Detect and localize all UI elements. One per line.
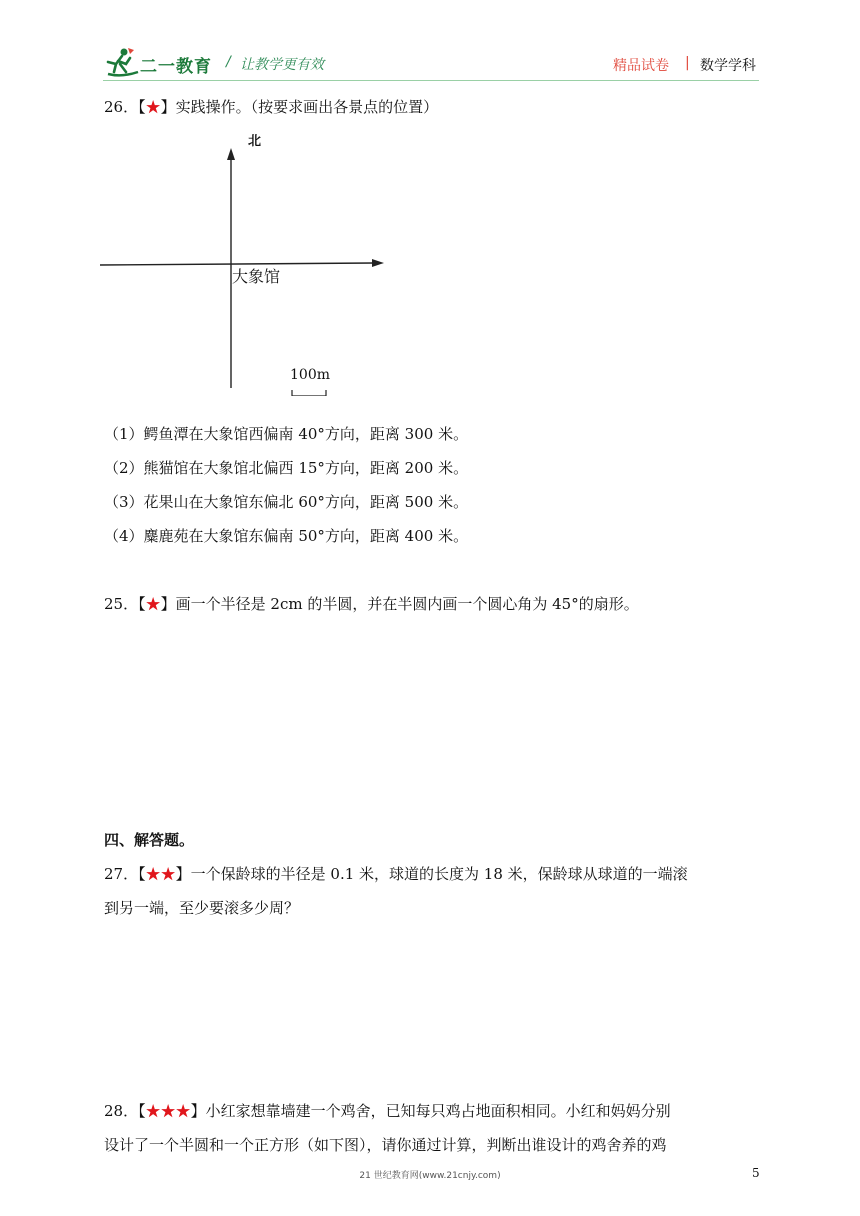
- header-separator: |: [685, 55, 690, 71]
- brand-name: 二一教育: [140, 57, 212, 77]
- brand-slogan: 让教学更有效: [240, 57, 324, 73]
- header-slash: /: [226, 54, 231, 70]
- q27-stars: ★★: [145, 865, 176, 883]
- header-tag: 精品试卷: [613, 58, 669, 74]
- q25-number: 25．: [104, 595, 139, 613]
- q26-number: 26．: [104, 98, 139, 116]
- q26-bracket-open: 【: [138, 98, 146, 116]
- q25-title: [104, 593, 639, 615]
- page-number: 5: [752, 1166, 760, 1180]
- q27-bracket-open: 【: [138, 865, 146, 883]
- q25-bracket-open: 【: [138, 595, 146, 613]
- q28-text-line2: 设计了一个半圆和一个正方形（如下图），请你通过计算，判断出谁设计的鸡舍养的鸡: [104, 1136, 667, 1154]
- header-subject: 数学学科: [700, 58, 756, 74]
- footer-text: 21 世纪教育网(www.21cnjy.com): [359, 1171, 501, 1181]
- q28-title: [104, 1100, 671, 1122]
- q25-text: 画一个半径是 2cm 的半圆，并在半圆内画一个圆心角为 45°的扇形。: [175, 595, 639, 613]
- q28-text-line1: 小红家想靠墙建一个鸡舍，已知每只鸡占地面积相同。小红和妈妈分别: [205, 1102, 671, 1120]
- q26-item-1: （1）鳄鱼潭在大象馆西偏南 40°方向，距离 300 米。: [104, 425, 469, 443]
- q26-item-3: （3）花果山在大象馆东偏北 60°方向，距离 500 米。: [104, 493, 469, 511]
- q25-bracket-close: 】: [160, 595, 176, 613]
- q28-number: 28．: [104, 1102, 139, 1120]
- q27-text-line2: 到另一端，至少要滚多少周？: [104, 899, 300, 917]
- logo-runner-icon: [104, 46, 140, 80]
- center-label: 大象馆: [232, 267, 281, 286]
- q27-title: [104, 863, 688, 885]
- section-title: 四、解答题。: [104, 831, 195, 849]
- q28-bracket-open: 【: [138, 1102, 146, 1120]
- q27-bracket-close: 】: [175, 865, 191, 883]
- q27-number: 27．: [104, 865, 139, 883]
- q26-item-2: （2）熊猫馆在大象馆北偏西 15°方向，距离 200 米。: [104, 459, 469, 477]
- direction-diagram: [96, 126, 396, 396]
- q26-stars: ★: [145, 98, 161, 116]
- q26-title: [104, 96, 438, 118]
- q27-text-line1: 一个保龄球的半径是 0.1 米，球道的长度为 18 米，保龄球从球道的一端滚: [190, 865, 688, 883]
- q25-stars: ★: [145, 595, 161, 613]
- scale-label: 100m: [290, 367, 330, 383]
- q26-text: 实践操作。（按要求画出各景点的位置）: [175, 98, 439, 116]
- q26-item-4: （4）麋鹿苑在大象馆东偏南 50°方向，距离 400 米。: [104, 527, 469, 545]
- scale-bar: [292, 390, 326, 396]
- north-label: 北: [248, 134, 262, 149]
- header-rule: [103, 80, 759, 81]
- q28-stars: ★★★: [145, 1102, 191, 1120]
- q28-bracket-close: 】: [190, 1102, 206, 1120]
- q26-bracket-close: 】: [160, 98, 176, 116]
